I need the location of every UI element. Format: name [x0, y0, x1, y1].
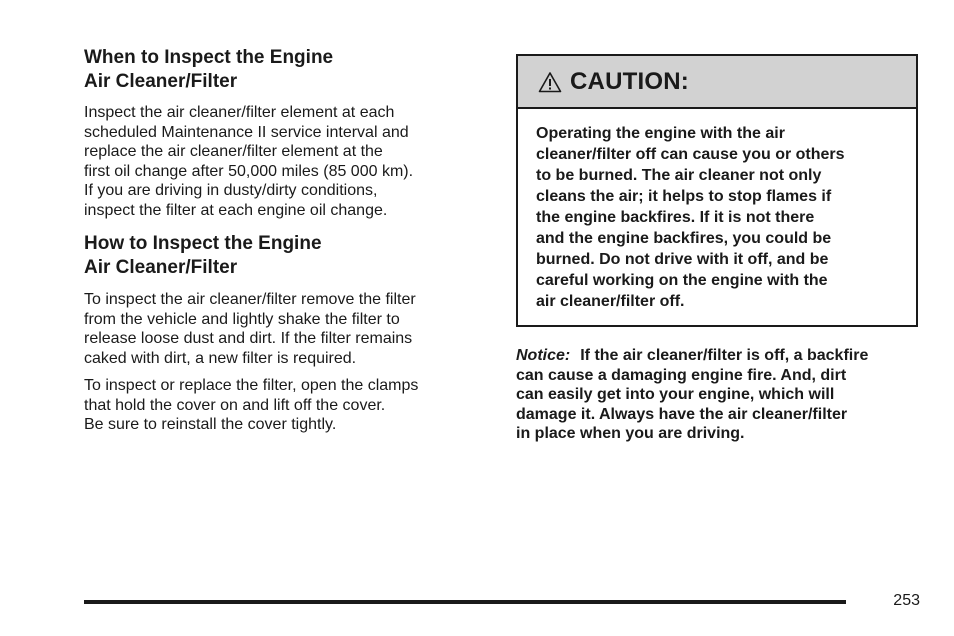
page-number: 253 [893, 592, 920, 609]
caution-box [516, 54, 918, 327]
caution-header [518, 56, 916, 109]
caution-text: Operating the engine with the air cleaner/filter off can cause you or others to be burned. The air cleaner not only cleans the air; it helps to stop flames if the engine backfires. If it is not there and the engine backfires, you could be burned. Do not drive with it off, and be careful working on the engine with the air cleaner/filter off. [536, 125, 845, 310]
left-column [84, 46, 476, 435]
heading-how-to-inspect: How to Inspect the Engine Air Cleaner/Filter [84, 233, 322, 278]
notice-paragraph [516, 346, 918, 444]
right-column [516, 54, 918, 444]
notice-label: Notice: [516, 347, 571, 364]
caution-title: CAUTION: [570, 67, 689, 95]
footer-rule [84, 600, 846, 604]
notice-text: If the air cleaner/filter is off, a backfire can cause a damaging engine fire. And, dirt can easily get into your engine, which will damage it. Always have the air cleaner/filter in place when you are driving. [516, 347, 869, 442]
warning-triangle-icon [538, 71, 562, 93]
paragraph-replace-filter: To inspect or replace the filter, open the clamps that hold the cover on and lift off the cover. Be sure to reinstall the cover tightly. [84, 377, 419, 433]
heading-when-to-inspect: When to Inspect the Engine Air Cleaner/Filter [84, 47, 334, 92]
paragraph-inspection-method: To inspect the air cleaner/filter remove the filter from the vehicle and lightly shake the filter to release loose dust and dirt. If the filter remains caked with dirt, a new filter is required. [84, 291, 416, 367]
paragraph-inspection-interval: Inspect the air cleaner/filter element at each scheduled Maintenance II service interval and replace the air cleaner/filter element at the first oil change after 50,000 miles (85 000 km). If you are driving in dusty/dirty conditions, inspect the filter at each engine oil change. [84, 104, 414, 219]
